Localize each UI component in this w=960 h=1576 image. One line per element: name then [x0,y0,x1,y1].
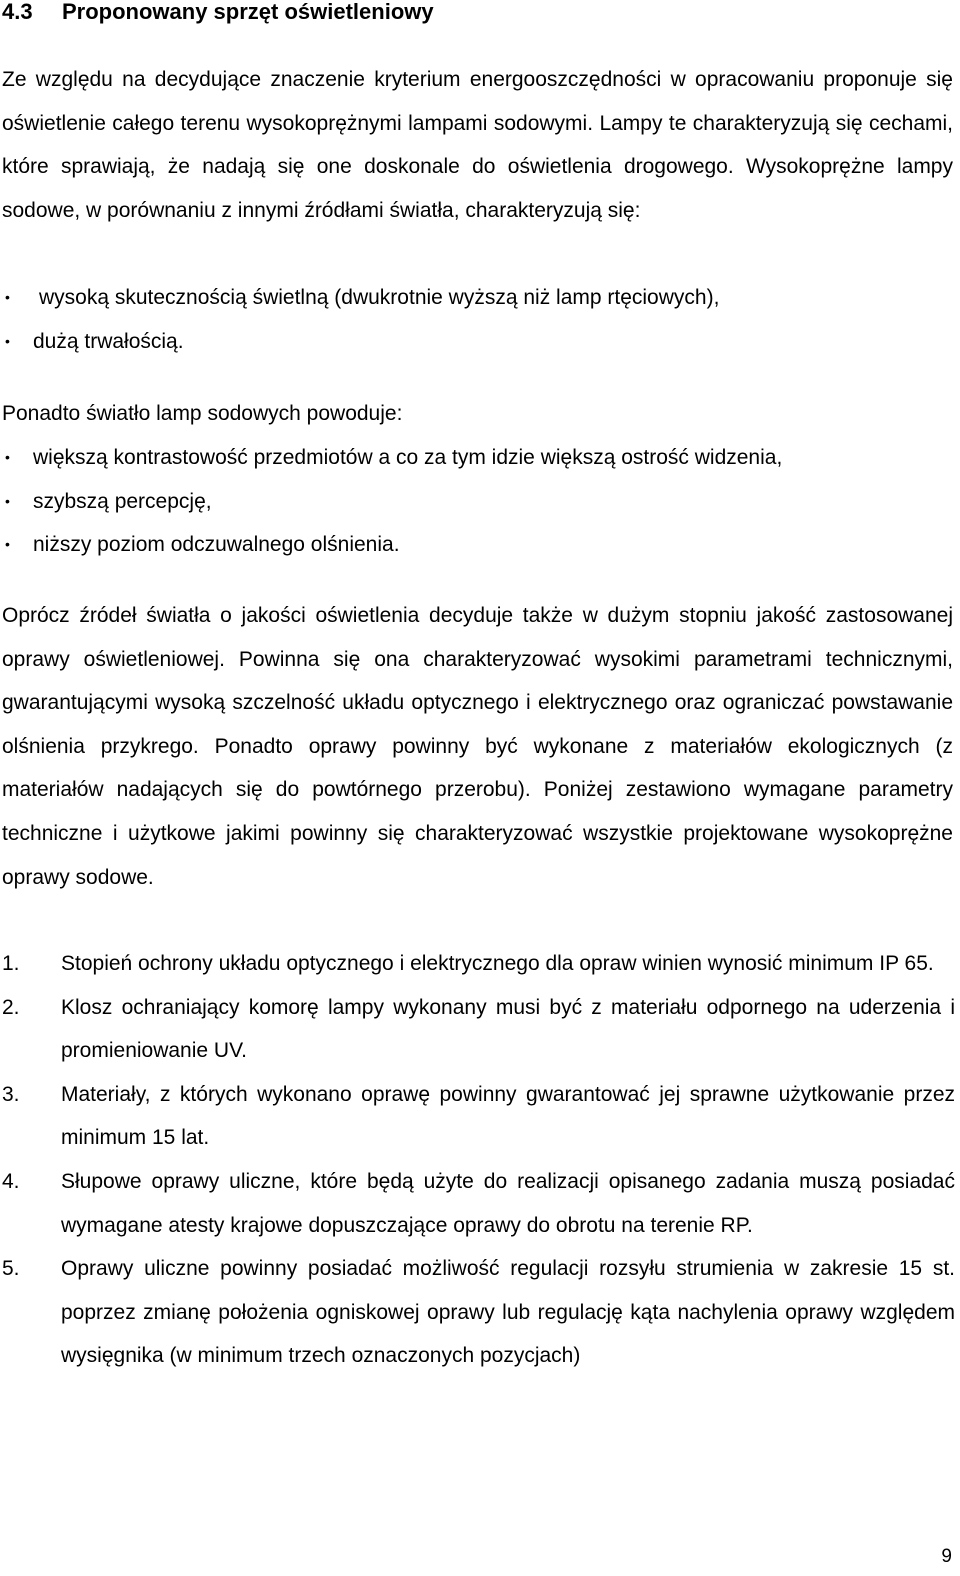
requirement-item [0,986,955,1073]
list-item-text: niższy poziom odczuwalnego olśnienia. [33,533,400,557]
list-item-text: szybszą percepcję, [33,489,212,513]
requirement-text: Stopień ochrony układu optycznego i elektrycznego dla opraw winien wynosić minimum IP 65. [61,952,934,975]
bullet-icon: • [5,536,10,553]
bullet-icon: • [5,332,10,349]
page-number: 9 [941,1546,952,1567]
requirement-number: 5. [2,1257,20,1281]
list-item-text: dużą trwałością. [33,329,184,353]
intro-paragraph: Ze względu na decydujące znaczenie kryterium energooszczędności w opracowaniu proponuje się oświetlenie całego terenu wysokoprężnymi lampami sodowymi. Lampy te charakteryzują się cechami, które sprawiają, że nadają się one doskonale do oświetlenia drogowego. Wysokoprężne lampy sodowe, w porównaniu z innymi źródłami światła, charakteryzują się: [2,68,953,222]
requirement-text: Materiały, z których wykonano oprawę powinny gwarantować jej sprawne użytkowanie przez minimum 15 lat. [61,1082,955,1150]
list-item-text: wysoką skutecznością świetlną (dwukrotnie wyższą niż lamp rtęciowych), [39,286,720,309]
requirement-text: Słupowe oprawy uliczne, które będą użyte do realizacji opisanego zadania muszą posiadać wymagane atesty krajowe dopuszczające oprawy do obrotu na terenie RP. [61,1169,955,1237]
section-heading [2,0,434,26]
bullet-icon: • [5,289,10,305]
requirement-item [0,1073,955,1160]
list-item-text: większą kontrastowość przedmiotów a co za tym idzie większą ostrość widzenia, [33,446,783,469]
light-effects-paragraph: Ponadto światło lamp sodowych powoduje: [2,402,403,425]
requirement-number: 1. [2,952,20,975]
requirement-number: 4. [2,1169,20,1193]
section-title: Proponowany sprzęt oświetleniowy [62,0,434,24]
list-item [0,436,955,480]
list-item [0,480,955,524]
section-number: 4.3 [2,0,33,24]
requirement-item [0,1160,955,1247]
requirement-text: Klosz ochraniający komorę lampy wykonany musi być z materiału odpornego na uderzenia i promieniowanie UV. [61,995,955,1063]
requirement-number: 3. [2,1082,20,1106]
requirement-item [0,1247,955,1378]
requirement-number: 2. [2,995,20,1019]
requirement-text: Oprawy uliczne powinny posiadać możliwość regulacji rozsyłu strumienia w zakresie 15 st. poprzez zmianę położenia ogniskowej oprawy lub regulację kąta nachylenia oprawy względem wysięgnika (w minimum trzech oznaczonych pozycjach) [61,1257,955,1368]
light-benefits-list [0,436,955,567]
bullet-icon: • [5,449,10,465]
list-item [0,276,955,320]
fixtures-paragraph: Oprócz źródeł światła o jakości oświetlenia decyduje także w dużym stopniu jakość zastosowanej oprawy oświetleniowej. Powinna się ona charakteryzować wysokimi parametrami technicznymi, gwarantującymi wysoką szczelność układu optycznego i elektrycznego oraz ograniczać powstawanie olśnienia przykrego. Ponadto oprawy powinny być wykonane z materiałów ekologicznych (z materiałów nadających się do powtórnego przerobu). Poniżej zestawiono wymagane parametry techniczne i użytkowe jakimi powinny się charakteryzować wszystkie projektowane wysokoprężne oprawy sodowe. [2,604,953,889]
list-item [0,523,955,567]
bullet-icon: • [5,492,10,509]
requirement-item [0,942,955,986]
lamp-features-list [0,276,955,363]
list-item [0,320,955,364]
requirements-list [0,942,955,1378]
